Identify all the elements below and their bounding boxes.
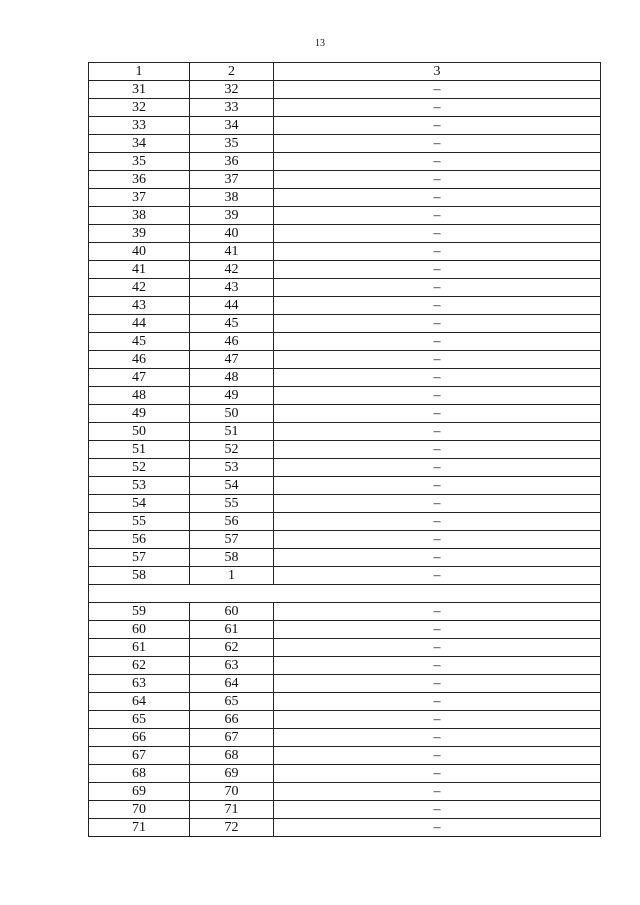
table-cell-col-1: 63 (89, 675, 190, 693)
table-cell-col-3: – (274, 801, 601, 819)
table-cell-col-3: – (274, 765, 601, 783)
table-cell-col-1: 44 (89, 315, 190, 333)
table-row (89, 531, 601, 549)
table-cell-col-2: 65 (190, 693, 274, 711)
table-cell-col-2: 49 (190, 387, 274, 405)
table-row (89, 333, 601, 351)
table-cell-col-3: – (274, 243, 601, 261)
table-cell-col-1: 60 (89, 621, 190, 639)
table-cell-col-3: – (274, 729, 601, 747)
table-cell-col-3: – (274, 459, 601, 477)
table-cell-col-2: 53 (190, 459, 274, 477)
table-cell-col-2: 62 (190, 639, 274, 657)
table-cell-col-1: 46 (89, 351, 190, 369)
table-cell-col-3: – (274, 135, 601, 153)
table-cell-col-3: – (274, 225, 601, 243)
table-cell-col-2: 64 (190, 675, 274, 693)
table-cell-col-1: 54 (89, 495, 190, 513)
table-cell-col-3: – (274, 549, 601, 567)
column-header-2: 2 (190, 63, 274, 81)
table-row (89, 819, 601, 837)
table-row (89, 567, 601, 585)
table-cell-col-1: 55 (89, 513, 190, 531)
table-cell-col-2: 44 (190, 297, 274, 315)
table-cell-col-1: 45 (89, 333, 190, 351)
table-cell-col-3: – (274, 495, 601, 513)
column-header-1: 1 (89, 63, 190, 81)
table-cell-col-2: 39 (190, 207, 274, 225)
table-cell-col-3: – (274, 333, 601, 351)
table-cell-col-2: 69 (190, 765, 274, 783)
table-cell-col-3: – (274, 693, 601, 711)
table-row (89, 657, 601, 675)
table-row (89, 297, 601, 315)
table-cell-col-3: – (274, 621, 601, 639)
table-row (89, 171, 601, 189)
table-cell-col-3: – (274, 189, 601, 207)
table-row (89, 675, 601, 693)
table-row (89, 513, 601, 531)
table-cell-col-1: 42 (89, 279, 190, 297)
table-cell-col-2: 60 (190, 603, 274, 621)
table-row (89, 351, 601, 369)
table-cell-col-3: – (274, 711, 601, 729)
table-row (89, 81, 601, 99)
table-cell-col-2: 41 (190, 243, 274, 261)
table-row (89, 639, 601, 657)
table-cell-col-3: – (274, 81, 601, 99)
table-cell-col-2: 63 (190, 657, 274, 675)
table-cell-col-1: 49 (89, 405, 190, 423)
table-cell-col-2: 54 (190, 477, 274, 495)
table-cell-col-3: – (274, 369, 601, 387)
table-cell-col-1: 56 (89, 531, 190, 549)
table-cell-col-2: 40 (190, 225, 274, 243)
table-cell-col-1: 38 (89, 207, 190, 225)
table-cell-col-2: 47 (190, 351, 274, 369)
table-cell-col-2: 52 (190, 441, 274, 459)
table-cell-col-2: 37 (190, 171, 274, 189)
table-row (89, 225, 601, 243)
table-cell-col-1: 53 (89, 477, 190, 495)
table-cell-col-1: 69 (89, 783, 190, 801)
table-cell-col-2: 58 (190, 549, 274, 567)
section-break-cell (89, 585, 601, 603)
table-body (89, 63, 601, 837)
table-row (89, 279, 601, 297)
table-cell-col-1: 48 (89, 387, 190, 405)
table-cell-col-2: 70 (190, 783, 274, 801)
table-cell-col-3: – (274, 513, 601, 531)
table-row (89, 153, 601, 171)
table-row (89, 477, 601, 495)
table-cell-col-3: – (274, 819, 601, 837)
table-row (89, 765, 601, 783)
table-cell-col-1: 65 (89, 711, 190, 729)
table-cell-col-3: – (274, 171, 601, 189)
table-cell-col-1: 35 (89, 153, 190, 171)
table-cell-col-3: – (274, 315, 601, 333)
table-cell-col-2: 71 (190, 801, 274, 819)
data-table (88, 62, 601, 837)
table-row (89, 441, 601, 459)
table-row (89, 369, 601, 387)
table-cell-col-1: 41 (89, 261, 190, 279)
table-cell-col-1: 66 (89, 729, 190, 747)
table-cell-col-2: 56 (190, 513, 274, 531)
table-cell-col-1: 33 (89, 117, 190, 135)
table-row (89, 387, 601, 405)
table-row (89, 135, 601, 153)
section-break-row (89, 585, 601, 603)
table-cell-col-2: 38 (190, 189, 274, 207)
table-row (89, 729, 601, 747)
table-row (89, 711, 601, 729)
table-cell-col-1: 50 (89, 423, 190, 441)
table-cell-col-2: 34 (190, 117, 274, 135)
table-cell-col-2: 61 (190, 621, 274, 639)
table-cell-col-3: – (274, 279, 601, 297)
table-cell-col-3: – (274, 531, 601, 549)
table-cell-col-1: 40 (89, 243, 190, 261)
table-cell-col-3: – (274, 99, 601, 117)
table-cell-col-3: – (274, 117, 601, 135)
table-cell-col-3: – (274, 747, 601, 765)
table-cell-col-1: 39 (89, 225, 190, 243)
table-cell-col-1: 58 (89, 567, 190, 585)
table-row (89, 621, 601, 639)
column-header-3: 3 (274, 63, 601, 81)
table-row (89, 747, 601, 765)
table-cell-col-2: 68 (190, 747, 274, 765)
table-cell-col-1: 62 (89, 657, 190, 675)
table-cell-col-1: 70 (89, 801, 190, 819)
table-cell-col-1: 32 (89, 99, 190, 117)
table-cell-col-1: 59 (89, 603, 190, 621)
table-cell-col-3: – (274, 405, 601, 423)
table-cell-col-2: 32 (190, 81, 274, 99)
table-cell-col-3: – (274, 297, 601, 315)
table-cell-col-2: 36 (190, 153, 274, 171)
table-cell-col-1: 34 (89, 135, 190, 153)
table-cell-col-3: – (274, 423, 601, 441)
table-cell-col-2: 45 (190, 315, 274, 333)
table-cell-col-3: – (274, 567, 601, 585)
table-row (89, 693, 601, 711)
table-cell-col-1: 64 (89, 693, 190, 711)
table-cell-col-3: – (274, 675, 601, 693)
table-cell-col-1: 47 (89, 369, 190, 387)
table-cell-col-1: 52 (89, 459, 190, 477)
table-row (89, 117, 601, 135)
table-cell-col-2: 33 (190, 99, 274, 117)
table-row (89, 189, 601, 207)
table-cell-col-3: – (274, 153, 601, 171)
table-cell-col-2: 72 (190, 819, 274, 837)
table-cell-col-2: 42 (190, 261, 274, 279)
table-cell-col-2: 67 (190, 729, 274, 747)
header-row (89, 63, 601, 81)
table-cell-col-3: – (274, 387, 601, 405)
table-row (89, 549, 601, 567)
table-cell-col-3: – (274, 261, 601, 279)
table-cell-col-2: 51 (190, 423, 274, 441)
table-row (89, 405, 601, 423)
table-cell-col-1: 43 (89, 297, 190, 315)
table-row (89, 99, 601, 117)
table-row (89, 423, 601, 441)
table-cell-col-3: – (274, 207, 601, 225)
table-cell-col-3: – (274, 351, 601, 369)
table-row (89, 801, 601, 819)
table-row (89, 783, 601, 801)
table-cell-col-2: 55 (190, 495, 274, 513)
table-row (89, 207, 601, 225)
table-cell-col-1: 37 (89, 189, 190, 207)
table-row (89, 315, 601, 333)
table-cell-col-2: 66 (190, 711, 274, 729)
table-row (89, 603, 601, 621)
page-number: 13 (315, 38, 325, 49)
table-cell-col-1: 36 (89, 171, 190, 189)
table-cell-col-3: – (274, 477, 601, 495)
table-cell-col-2: 1 (190, 567, 274, 585)
table-row (89, 261, 601, 279)
table-cell-col-2: 46 (190, 333, 274, 351)
table-cell-col-3: – (274, 783, 601, 801)
table-cell-col-3: – (274, 639, 601, 657)
table-cell-col-1: 71 (89, 819, 190, 837)
table-cell-col-1: 68 (89, 765, 190, 783)
table-cell-col-1: 51 (89, 441, 190, 459)
table-cell-col-2: 43 (190, 279, 274, 297)
table-cell-col-3: – (274, 603, 601, 621)
table-cell-col-1: 57 (89, 549, 190, 567)
table-cell-col-1: 31 (89, 81, 190, 99)
table-cell-col-2: 48 (190, 369, 274, 387)
table-cell-col-3: – (274, 441, 601, 459)
table-cell-col-3: – (274, 657, 601, 675)
table-cell-col-1: 67 (89, 747, 190, 765)
table-row (89, 459, 601, 477)
table-cell-col-2: 57 (190, 531, 274, 549)
table-row (89, 495, 601, 513)
table-cell-col-2: 35 (190, 135, 274, 153)
table-cell-col-2: 50 (190, 405, 274, 423)
table-row (89, 243, 601, 261)
table-cell-col-1: 61 (89, 639, 190, 657)
